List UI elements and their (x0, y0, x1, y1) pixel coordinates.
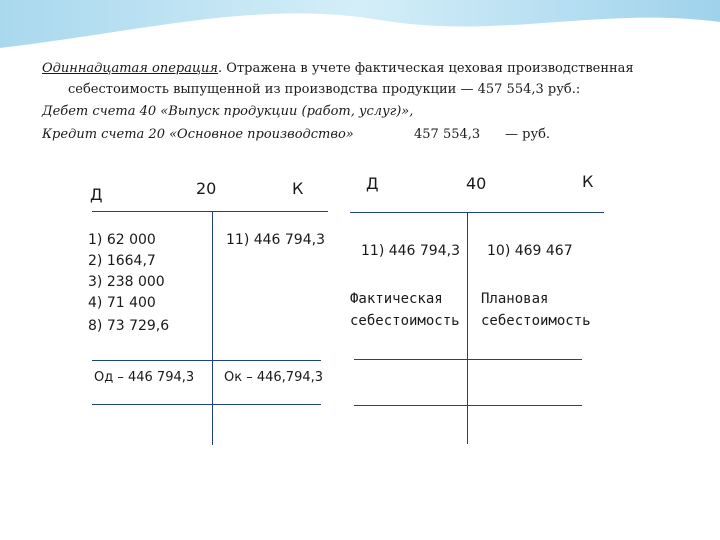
operation-line-1 (42, 58, 634, 79)
account20-debit-turnover: Од – 446 794,3 (94, 370, 195, 385)
account40-mid-rule (354, 359, 582, 360)
account20-debit-entry: 3) 238 000 (88, 274, 165, 290)
account40-debit-entry: 11) 446 794,3 (361, 243, 460, 259)
account20-bottom-rule (92, 404, 321, 405)
account20-credit-head: К (292, 179, 304, 198)
account20-top-rule (92, 211, 328, 212)
actual-cost-line-2: себестоимость (350, 313, 460, 329)
account40-bottom-rule (354, 405, 582, 406)
account40-credit-entry: 10) 469 467 (487, 243, 573, 259)
actual-cost-label (350, 288, 460, 332)
operation-title: Одиннадцатая операция (42, 61, 219, 76)
actual-cost-line-1: Фактическая (350, 291, 443, 307)
debit-entry-line: Дебет счета 40 «Выпуск продукции (работ, услуг)», (42, 104, 414, 119)
credit-entry-label: Кредит счета 20 «Основное производство» (42, 127, 354, 142)
account20-debit-entry: 1) 62 000 (88, 232, 156, 248)
planned-cost-label (481, 288, 591, 332)
account20-debit-entry: 4) 71 400 (88, 295, 156, 311)
account20-debit-entry: 2) 1664,7 (88, 253, 156, 269)
account20-credit-turnover: Ок – 446,794,3 (224, 370, 324, 385)
credit-entry-amount: 457 554,3 (414, 127, 481, 142)
account20-turnover-rule (92, 360, 321, 361)
account40-top-rule (350, 212, 604, 213)
account20-divider (212, 211, 213, 445)
account20-debit-head: Д (90, 185, 103, 204)
account20-credit-entry: 11) 446 794,3 (226, 232, 325, 248)
account20-debit-entry: 8) 73 729,6 (88, 318, 170, 334)
account20-number: 20 (196, 179, 217, 198)
account40-debit-head: Д (366, 174, 379, 193)
account40-number: 40 (466, 174, 487, 193)
account40-credit-head: К (582, 172, 594, 191)
operation-description: . Отражена в учете фактическая цеховая производственная (218, 61, 634, 76)
account40-divider (467, 212, 468, 444)
header-swoosh-decoration (0, 0, 720, 60)
planned-cost-line-2: себестоимость (481, 313, 591, 329)
operation-line-2: себестоимость выпущенной из производства продукции — 457 554,3 руб.: (68, 82, 581, 97)
credit-entry-unit: — руб. (505, 127, 551, 142)
planned-cost-line-1: Плановая (481, 291, 549, 307)
